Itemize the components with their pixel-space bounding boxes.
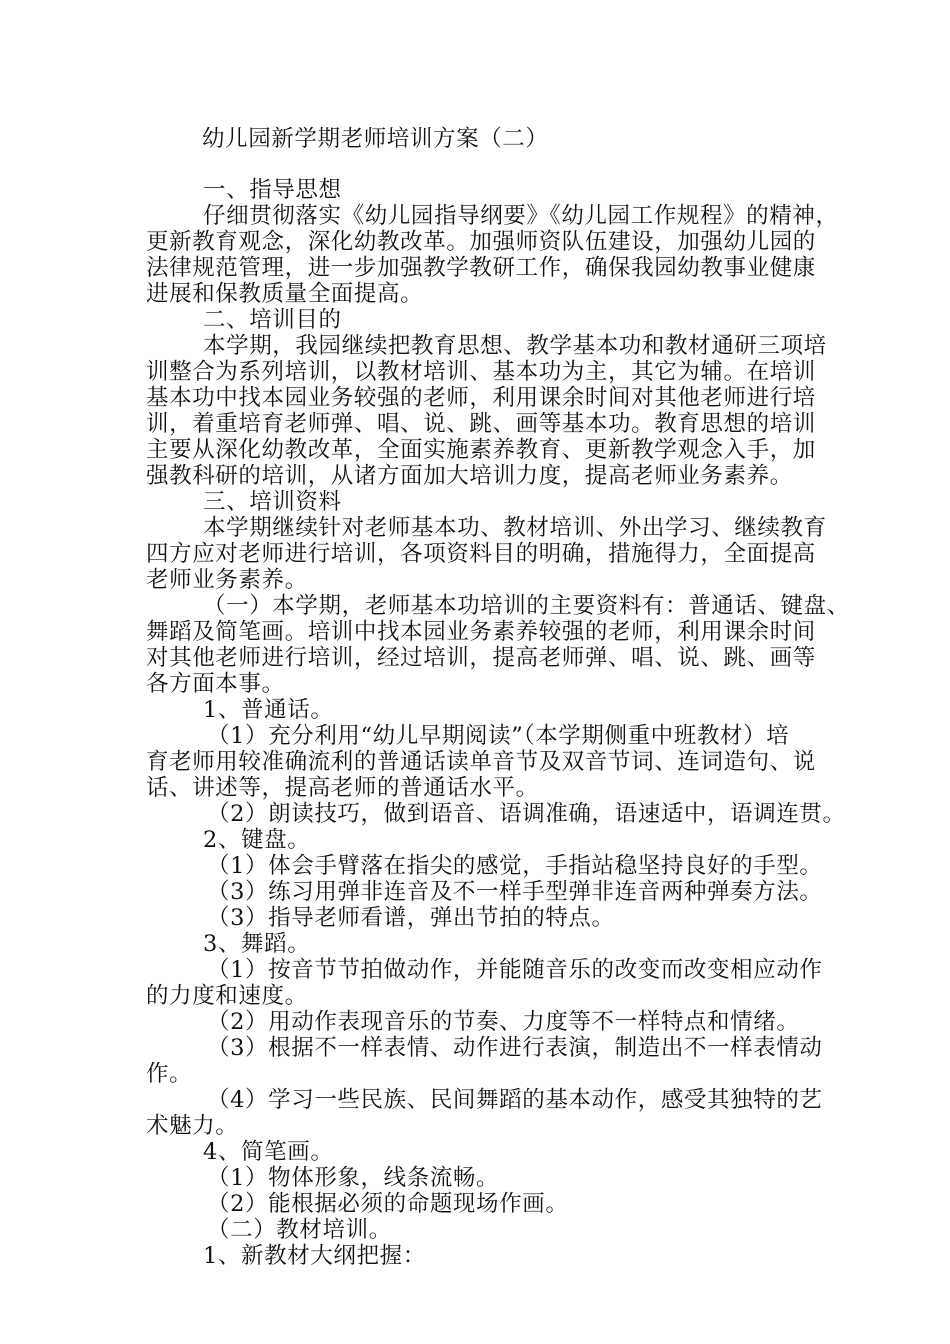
paragraph-line: 主要从深化幼教改革，全面实施素养教育、更新教学观念入手，加 xyxy=(146,437,816,463)
paragraph-line: 本学期，我园继续把教育思想、教学基本功和教材通研三项培 xyxy=(203,333,827,359)
subheading-mandarin: 1、普通话。 xyxy=(203,697,334,723)
paragraph-line: 四方应对老师进行培训，各项资料目的明确，措施得力，全面提高 xyxy=(146,541,816,567)
paragraph-line: 各方面本事。 xyxy=(146,671,285,697)
section-heading-training-materials: 三、培训资料 xyxy=(203,489,342,515)
subheading-simple-drawing: 4、简笔画。 xyxy=(203,1139,334,1165)
paragraph-line: 强教科研的培训，从诸方面加大培训力度，提高老师业务素养。 xyxy=(146,463,793,489)
section-heading-training-purpose: 二、培训目的 xyxy=(203,307,342,333)
paragraph-line: 进展和保教质量全面提高。 xyxy=(146,281,424,307)
paragraph-line: 法律规范管理，进一步加强教学教研工作，确保我园幼教事业健康 xyxy=(146,255,816,281)
paragraph-line: （1）体会手臂落在指尖的感觉，手指站稳坚持良好的手型。 xyxy=(207,853,823,879)
paragraph-line: 更新教育观念，深化幼教改革。加强师资队伍建设，加强幼儿园的 xyxy=(146,229,816,255)
paragraph-line: （3）练习用弹非连音及不一样手型弹非连音两种弹奏方法。 xyxy=(207,879,823,905)
paragraph-line: （2）朗读技巧，做到语音、语调准确，语速适中，语调连贯。 xyxy=(207,801,846,827)
subheading-dance: 3、舞蹈。 xyxy=(203,931,311,957)
document-title: 幼儿园新学期老师培训方案（二） xyxy=(202,126,549,152)
paragraph-line: （2）能根据必须的命题现场作画。 xyxy=(207,1191,569,1217)
paragraph-line: （2）用动作表现音乐的节奏、力度等不一样特点和情绪。 xyxy=(207,1009,800,1035)
paragraph-line: 作。 xyxy=(146,1061,193,1087)
paragraph-line: 老师业务素养。 xyxy=(146,567,308,593)
paragraph-line: （3）指导老师看谱，弹出节拍的特点。 xyxy=(207,905,615,931)
paragraph-line: 术魅力。 xyxy=(146,1113,239,1139)
paragraph-line: 话、讲述等，提高老师的普通话水平。 xyxy=(146,775,539,801)
paragraph-line: 仔细贯彻落实《幼儿园指导纲要》《幼儿园工作规程》的精神， xyxy=(203,203,839,229)
paragraph-line: 训整合为系列培训，以教材培训、基本功为主，其它为辅。在培训 xyxy=(146,359,816,385)
section-heading-guiding-ideology: 一、指导思想 xyxy=(203,177,342,203)
paragraph-line: （1）按音节节拍做动作，并能随音乐的改变而改变相应动作 xyxy=(207,957,823,983)
paragraph-line: （4）学习一些民族、民间舞蹈的基本动作，感受其独特的艺 xyxy=(207,1087,823,1113)
paragraph-line: 对其他老师进行培训，经过培训，提高老师弹、唱、说、跳、画等 xyxy=(146,645,816,671)
paragraph-line: 本学期继续针对老师基本功、教材培训、外出学习、继续教育 xyxy=(203,515,827,541)
paragraph-line: （一）本学期，老师基本功培训的主要资料有：普通话、键盘、 xyxy=(203,593,850,619)
paragraph-line: （1）物体形象，线条流畅。 xyxy=(207,1165,500,1191)
subheading-textbook-training: （二）教材培训。 xyxy=(207,1217,392,1243)
paragraph-line: 育老师用较准确流利的普通话读单音节及双音节词、连词造句、说 xyxy=(146,749,816,775)
paragraph-line: （1）充分利用“幼儿早期阅读”（本学期侧重中班教材）培 xyxy=(207,723,790,749)
subheading-keyboard: 2、键盘。 xyxy=(203,827,311,853)
paragraph-line: （3）根据不一样表情、动作进行表演，制造出不一样表情动 xyxy=(207,1035,823,1061)
paragraph-line: 的力度和速度。 xyxy=(146,983,308,1009)
paragraph-line: 训，着重培育老师弹、唱、说、跳、画等基本功。教育思想的培训 xyxy=(146,411,816,437)
paragraph-line: 基本功中找本园业务较强的老师，利用课余时间对其他老师进行培 xyxy=(146,385,816,411)
subheading-new-textbook-outline: 1、新教材大纲把握： xyxy=(203,1243,426,1269)
paragraph-line: 舞蹈及简笔画。培训中找本园业务素养较强的老师，利用课余时间 xyxy=(146,619,816,645)
